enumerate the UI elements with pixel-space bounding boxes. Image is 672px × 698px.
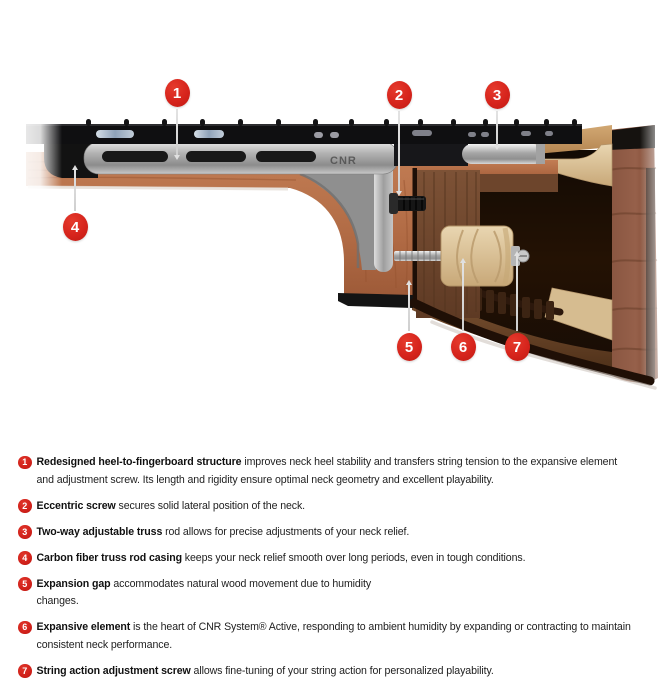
heel-bottom-cap — [338, 293, 413, 308]
legend-item-description-2: and adjustment screw. Its length and rigidity ensure optimal neck geometry and excellent playability. — [36, 473, 494, 486]
legend-item-description: secures solid lateral position of the neck. — [118, 499, 306, 512]
legend-number-bullet: 6 — [18, 621, 32, 635]
legend-item-term: Eccentric screw — [36, 499, 116, 512]
legend-number-bullet: 1 — [18, 456, 32, 470]
legend-item-description: accommodates natural wood movement due to humidity — [113, 577, 372, 590]
neck-underside-shadow — [28, 187, 288, 189]
legend-item-text — [37, 619, 631, 654]
legend-item-term: Expansive element — [36, 621, 131, 633]
callout-badge-2-eccentric-screw: 2 — [387, 81, 412, 109]
legend-item-description: keeps your neck relief smooth over long periods, even in tough conditions. — [184, 551, 526, 564]
adjustment-rod — [394, 251, 444, 261]
body-side — [607, 108, 672, 400]
legend-list — [18, 454, 660, 689]
truss-rod — [462, 144, 545, 164]
expansion-gap-seam — [413, 168, 418, 300]
walnut-shelf — [480, 174, 558, 192]
legend-item — [18, 550, 660, 568]
legend-item-text — [37, 576, 372, 611]
left-edge-fade — [0, 95, 62, 330]
legend-item-text — [37, 550, 526, 568]
legend-item — [18, 454, 660, 489]
legend-item — [18, 619, 660, 654]
legend-item — [18, 498, 660, 516]
callout-badge-4-carbon-fiber-casing: 4 — [63, 213, 88, 241]
legend-item-description-2: changes. — [36, 595, 79, 607]
expansive-element — [441, 226, 513, 286]
legend-item-text — [37, 498, 306, 516]
legend-item-description: allows fine-tuning of your string action for personalized playability. — [193, 664, 494, 677]
legend-number-bullet: 4 — [18, 551, 32, 565]
legend-item-term: String action adjustment screw — [36, 664, 191, 677]
legend-item-text — [37, 663, 494, 681]
legend-item-description: rod allows for precise adjustments of your neck relief. — [165, 525, 410, 538]
legend-item-description: improves neck heel stability and transfers string tension to the expansive element — [244, 456, 618, 468]
legend-item — [18, 576, 660, 611]
callout-badge-6-expansive-element: 6 — [451, 333, 476, 361]
cnr-engraving: CNR — [330, 155, 357, 167]
callout-badge-5-expansion-gap: 5 — [397, 333, 422, 361]
callout-badge-3-two-way-truss-rod: 3 — [485, 81, 510, 109]
eccentric-screw — [389, 193, 426, 214]
legend-item-term: Two-way adjustable truss — [36, 525, 163, 538]
legend-number-bullet: 5 — [18, 577, 32, 591]
legend-number-bullet: 2 — [18, 499, 32, 513]
legend-item-term: Carbon fiber truss rod casing — [36, 551, 182, 564]
legend-item — [18, 663, 660, 681]
callout-badge-7-string-action-adjustment-screw: 7 — [505, 333, 530, 361]
legend-item-description: is the heart of CNR System® Active, responding to ambient humidity by expanding or contracting to maintain — [133, 621, 631, 633]
bracket-slots — [102, 151, 316, 162]
legend-number-bullet: 3 — [18, 525, 32, 539]
metal-slotted-bracket — [84, 142, 398, 174]
legend-number-bullet: 7 — [18, 664, 32, 678]
legend-item-term: Redesigned heel-to-fingerboard structure — [36, 456, 242, 468]
legend-item — [18, 524, 660, 542]
legend-item-text — [37, 454, 618, 489]
fingerboard — [26, 119, 582, 144]
legend-item-description-2: consistent neck performance. — [36, 638, 173, 651]
body-side-blur — [640, 108, 672, 400]
legend-item-text — [37, 524, 410, 542]
legend-item-term: Expansion gap — [36, 577, 111, 590]
callout-badge-1-heel-to-fingerboard-structure: 1 — [165, 79, 190, 107]
